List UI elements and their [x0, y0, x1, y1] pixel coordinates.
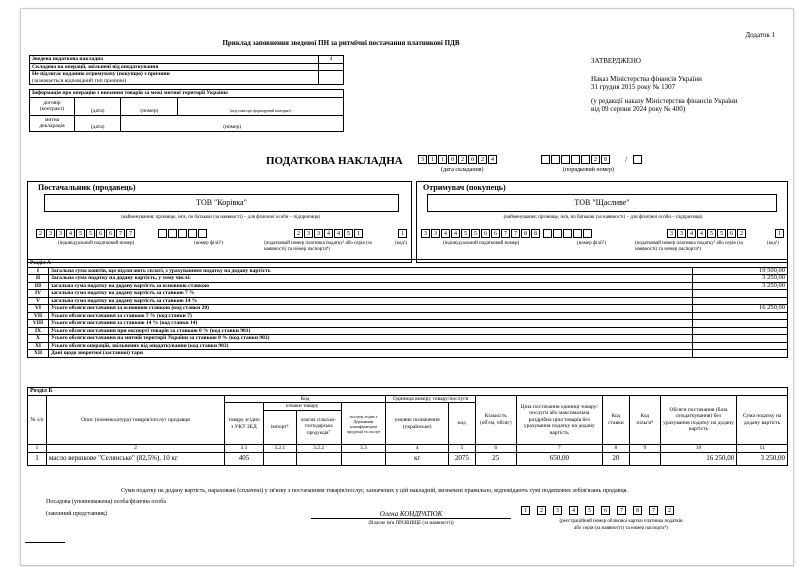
goods-price: 650,00 [516, 452, 602, 465]
contract-number-caption: (номер) [121, 97, 178, 115]
document-page [20, 8, 794, 566]
buyer-ipn-digit: 3 [431, 229, 440, 238]
goods-unit-name: кг [386, 452, 449, 465]
buyer-branch-cells [543, 229, 593, 238]
hdr-rate: Код ставки [602, 395, 629, 445]
seller-ipn-digit: 6 [106, 229, 115, 238]
hdr-code-ukt: товару згідно з УКТ ЗЕД [225, 403, 264, 445]
not-provided-value [319, 71, 344, 85]
reg-digit-cell: 6 [601, 506, 610, 515]
main-title: Приклад заповнення зведеної ПН за ритмічні постачання платникові ПДВ [222, 39, 460, 47]
reg-digit-cell: 1 [521, 506, 530, 515]
section-a-row-label: Дані щодо зворотної (заставної) тари [49, 350, 693, 358]
seller-ipn-digit: 6 [96, 229, 105, 238]
section-a-row-num: IX [28, 327, 49, 335]
seller-tax-digit: 1 [354, 229, 363, 238]
seller-branch-cells [158, 229, 208, 238]
consolidated-value: 4 [319, 56, 344, 64]
column-number: 8 [602, 445, 629, 453]
section-a-row-value [693, 342, 788, 350]
section-a-row [28, 275, 788, 283]
hdr-service: послуги згідно з Державним класифікатором продукції та послуг [341, 403, 386, 445]
buyer-tax-cells [667, 229, 747, 238]
section-a-row [28, 312, 788, 320]
contract-date-caption: (дата) [75, 97, 121, 115]
hdr-price: Ціна постачання одиниці товару/послуги або максимальна роздрібна ціна товарів без урахування податку на додану вартість [516, 395, 602, 445]
section-a-row-value [693, 320, 788, 328]
number-digit-cell [571, 155, 580, 164]
customs-title: Інформація про операцію з ввезення товарів за межі митної території України: [30, 90, 344, 98]
section-b [27, 387, 788, 466]
approval-approved: ЗАТВЕРДЖЕНО [591, 57, 641, 65]
section-a-row-value [693, 335, 788, 343]
section-a-row-num: V [28, 297, 49, 305]
goods-name: масло вершкове "Селянське" (82,5%), 10 кг [46, 452, 224, 465]
section-a-row-value [693, 350, 788, 358]
buyer-ipn-digit: 6 [481, 229, 490, 238]
hdr-unit: Одиниця виміру товару/послуги [386, 395, 476, 403]
buyer-tax-digit: 5 [707, 229, 716, 238]
section-a-row-value: 16 250,00 [693, 305, 788, 313]
section-a-row-num: XII [28, 350, 49, 358]
buyer-branch-caption: (номер філії²) [577, 241, 606, 246]
footer-signer: Олена КОНДРАТЮК [311, 510, 511, 519]
section-b-title: Розділ Б [28, 388, 788, 396]
buyer-tax-digit: 2 [737, 229, 746, 238]
seller-code-caption: (код³) [395, 241, 407, 246]
section-a-row-label: Усього обсяги операцій, звільнених від оподаткування (код ставки 903) [49, 342, 693, 350]
section-a-row [28, 350, 788, 358]
reg-digit-cell: 3 [553, 506, 562, 515]
hdr-benefit: Код пільги⁸ [629, 395, 660, 445]
seller-tax-digit: 3 [314, 229, 323, 238]
seller-name: ТОВ "Корівка" [44, 194, 399, 212]
approval-date: 31 грудня 2015 року № 1307 [591, 83, 676, 91]
section-a-row-value: 19 500,00 [693, 267, 788, 275]
reg-digit-cell: 8 [633, 506, 642, 515]
invoice-number-caption: (порядковий номер) [563, 167, 614, 173]
seller-ipn-digit: 2 [36, 229, 45, 238]
section-a-row-num: X [28, 335, 49, 343]
buyer-tax-digit: 4 [687, 229, 696, 238]
approval-edition2: від 09 серпня 2024 року № 400) [591, 105, 686, 113]
section-a-row-value [693, 327, 788, 335]
buyer-ipn-cells [421, 229, 541, 238]
footer-reg-caption2: або серія (за наявності) та номер паспорта⁴) [574, 526, 668, 531]
goods-import [263, 452, 296, 465]
buyer-ipn-digit: 5 [461, 229, 470, 238]
seller-code: 1 [398, 229, 407, 238]
section-a-row-value [693, 290, 788, 298]
date-digit-cell: 4 [488, 155, 497, 164]
seller-tax-cells [294, 229, 364, 238]
seller-ipn-digit: 5 [76, 229, 85, 238]
customs-decl-label: митна декларація [30, 115, 75, 131]
seller-ipn-digit: 3 [56, 229, 65, 238]
number-digit-cell [551, 155, 560, 164]
column-number: 3.2.2 [296, 445, 341, 453]
goods-vat: 3 250,00 [737, 452, 788, 465]
annex-label: Додаток 1 [745, 31, 775, 39]
buyer-block [416, 181, 788, 263]
section-a-row [28, 327, 788, 335]
goods-qty: 25 [475, 452, 516, 465]
section-a-row-num: XI [28, 342, 49, 350]
section-a-row [28, 282, 788, 290]
invoice-number-cells [541, 155, 611, 164]
number-digit-cell: 2 [591, 155, 600, 164]
section-a-title: Розділ А [28, 260, 788, 268]
customs-date-caption: (дата) [75, 115, 121, 131]
seller-ipn-digit: 7 [126, 229, 135, 238]
buyer-tax-digit: 4 [697, 229, 706, 238]
section-a-row-num: III [28, 282, 49, 290]
section-a-row-num: IV [28, 290, 49, 298]
hdr-name: Опис (номенклатура) товарів/послуг продавця [46, 395, 224, 445]
goods-unit-code: 2075 [448, 452, 475, 465]
section-a-row-value [693, 312, 788, 320]
seller-name-caption: (найменування; прізвище, ім'я, по батькові (за наявності) – для фізичної особи – підприємця) [121, 215, 320, 220]
buyer-ipn-digit: 3 [421, 229, 430, 238]
date-digit-cell: 2 [458, 155, 467, 164]
column-number: 3.1 [225, 445, 264, 453]
buyer-ipn-digit: 7 [511, 229, 520, 238]
invoice-date-caption: (дата складання) [441, 167, 484, 173]
goods-no: 1 [28, 452, 47, 465]
column-number: 2 [46, 445, 224, 453]
seller-branch-caption: (номер філії²) [194, 241, 223, 246]
buyer-ipn-digit: 8 [521, 229, 530, 238]
section-a-row-label: Усього обсяги постачання при експорті товарів за ставкою 0 % (код ставки 901) [49, 327, 693, 335]
section-a-row-num: II [28, 275, 49, 283]
reg-digit-cell: 7 [649, 506, 658, 515]
contract-label: договір (контракт) [30, 97, 75, 115]
column-number: 4 [386, 445, 449, 453]
section-a-row-label: Усього обсяги постачання за ставкою 14 % (код ставки 14) [49, 320, 693, 328]
buyer-name: ТОВ "Щасливе" [427, 194, 777, 212]
exempt-value [319, 63, 344, 71]
seller-tax-digit: 4 [334, 229, 343, 238]
hdr-volume: Обсяги постачання (база оподаткування) без урахування податку на додану вартість [660, 395, 737, 445]
section-a-row-num: VII [28, 312, 49, 320]
section-a-row [28, 320, 788, 328]
section-a-row-label: Усього обсяги постачання на митній території України за ставкою 0 % (код ставки 902) [49, 335, 693, 343]
goods-row [28, 452, 788, 465]
buyer-tax-digit: 3 [667, 229, 676, 238]
buyer-tax-digit: 5 [717, 229, 726, 238]
section-a-row [28, 297, 788, 305]
buyer-name-caption: (найменування; прізвище, ім'я, по батькові (за наявності) – для фізичної особи – підприємця) [503, 215, 703, 220]
section-a-row [28, 267, 788, 275]
approval-block [591, 57, 781, 113]
invoice-date-cells [418, 155, 498, 164]
approval-order: Наказ Міністерства фінансів України [591, 75, 702, 83]
seller-tax-caption: (податковий номер платника податку³ або серія (за наявності) та номер паспорта⁴) [264, 241, 372, 252]
column-number: 7 [516, 445, 602, 453]
section-a-row [28, 290, 788, 298]
not-provided-sub: (зазначається відповідний тип причини) [32, 77, 127, 84]
buyer-tax-digit: 3 [677, 229, 686, 238]
not-provided-cell [30, 71, 319, 85]
date-digit-cell: 1 [428, 155, 437, 164]
column-number: 11 [737, 445, 788, 453]
buyer-ipn-digit: 8 [531, 229, 540, 238]
column-number: 1 [28, 445, 47, 453]
footnote-line [25, 542, 65, 543]
buyer-title: Отримувач (покупець) [423, 183, 506, 192]
buyer-code: 1 [775, 229, 784, 238]
section-a-row-label: загальна сума податку на додану вартість за ставкою 14 % [49, 297, 693, 305]
buyer-ipn-digit: 5 [471, 229, 480, 238]
seller-ipn-caption: (індивідуальний податковий номер) [58, 241, 135, 246]
section-a-row-value: 3 250,00 [693, 282, 788, 290]
reg-digit-cell: 2 [537, 506, 546, 515]
date-digit-cell: 2 [478, 155, 487, 164]
section-a-row [28, 342, 788, 350]
seller-ipn-digit: 5 [86, 229, 95, 238]
invoice-slash: / [625, 155, 628, 164]
column-number: 10 [660, 445, 737, 453]
hdr-qty: Кількість (об'єм, обсяг) [475, 395, 516, 445]
hdr-unit-code: код [448, 403, 475, 445]
buyer-ipn-digit: 4 [441, 229, 450, 238]
goods-benefit [629, 452, 660, 465]
column-number: 3.3 [341, 445, 386, 453]
date-digit-cell: 3 [418, 155, 427, 164]
buyer-ipn-digit: 7 [501, 229, 510, 238]
seller-title: Постачальник (продавець) [38, 183, 136, 192]
goods-service [341, 452, 386, 465]
invoice-branch-cell [633, 155, 642, 164]
seller-tax-digit: 5 [344, 229, 353, 238]
buyer-ipn-digit: 4 [451, 229, 460, 238]
goods-agri [296, 452, 341, 465]
date-digit-cell: 0 [468, 155, 477, 164]
footer-person-label: Посадова (уповноважена) особа/фізична особа [46, 499, 166, 505]
reg-digit-cell: 7 [617, 506, 626, 515]
section-a-row-num: VI [28, 305, 49, 313]
number-digit-cell [541, 155, 550, 164]
hdr-agri: власна сільсько-господарська продукція⁷ [296, 411, 341, 445]
hdr-unit-name: умовне позначення (українське) [386, 403, 449, 445]
column-number: 3.2.1 [263, 445, 296, 453]
footer-note: Суми податку на додану вартість, нараховані (сплачені) у зв'язку з постачанням товарів/послуг, зазначених у цій накладній, визначені правильно, відповідають сумі податкових зобов'язань продавця. [121, 488, 628, 494]
buyer-ipn-caption: (індивідуальний податковий номер) [443, 241, 520, 246]
column-number: 5 [448, 445, 475, 453]
seller-ipn-digit: 3 [46, 229, 55, 238]
buyer-ipn-digit: 6 [491, 229, 500, 238]
section-a-row [28, 335, 788, 343]
seller-ipn-digit: 7 [116, 229, 125, 238]
buyer-tax-caption: (податковий номер платника податку³ або серія (за наявності) та номер паспорта⁴) [635, 241, 743, 252]
goods-volume: 16 250,00 [660, 452, 737, 465]
seller-tax-digit: 2 [294, 229, 303, 238]
seller-tax-digit: 3 [304, 229, 313, 238]
footer-reg-cells [521, 506, 675, 515]
section-a-row-label: Усього обсяги постачання за ставкою 7 % (код ставки 7) [49, 312, 693, 320]
section-a-row-num: VIII [28, 320, 49, 328]
seller-block [27, 181, 412, 263]
footer-reg-caption1: (реєстраційний номер облікової картки платника податків [559, 519, 683, 524]
customs-number-caption: (номер) [121, 115, 344, 131]
number-digit-cell [561, 155, 570, 164]
section-a-row-label: Усього обсяги постачання за основною ставкою (код ставки 20) [49, 305, 693, 313]
date-digit-cell: 1 [438, 155, 447, 164]
date-digit-cell: 0 [448, 155, 457, 164]
reg-digit-cell: 2 [665, 506, 674, 515]
section-a [27, 259, 788, 358]
approval-edition1: (у редакції наказу Міністерства фінансів України [591, 97, 738, 105]
buyer-code-caption: (код³) [767, 241, 779, 246]
invoice-title: ПОДАТКОВА НАКЛАДНА [266, 155, 403, 167]
seller-ipn-cells [36, 229, 136, 238]
number-digit-cell [581, 155, 590, 164]
consolidated-label: Зведена податкова накладна [30, 56, 319, 64]
section-a-row-label: загальна сума податку на додану вартість за основною ставкою [49, 282, 693, 290]
hdr-import: імпорт⁶ [263, 411, 296, 445]
header-info-box [29, 55, 344, 132]
column-numbers-row [28, 445, 788, 453]
section-a-row-label: загальна сума податку на додану вартість за ставкою 7 % [49, 290, 693, 298]
hdr-goods-sign: ознаки товару [263, 403, 341, 411]
hdr-vat: Сума податку на додану вартість [737, 395, 788, 445]
section-a-row [28, 305, 788, 313]
section-a-row-num: I [28, 267, 49, 275]
goods-code: 405 [225, 452, 264, 465]
seller-tax-digit: 4 [324, 229, 333, 238]
hdr-code: Код [225, 395, 386, 403]
seller-ipn-digit: 4 [66, 229, 75, 238]
section-a-row-label: Загальна сума коштів, що підлягають сплаті, з урахуванням податку на додану вартість [49, 267, 693, 275]
hdr-no: № з/п [28, 395, 47, 445]
section-a-row-label: Загальна сума податку на додану вартість, у тому числі: [49, 275, 693, 283]
footer-signer-caption: (Власне ім'я ПРІЗВИЩЕ (за наявності)) [368, 521, 454, 526]
column-number: 6 [475, 445, 516, 453]
exempt-label: Складена на операції, звільнені від оподаткування [30, 63, 319, 71]
number-digit-cell: 8 [601, 155, 610, 164]
goods-rate: 20 [602, 452, 629, 465]
buyer-tax-digit: 6 [727, 229, 736, 238]
column-number: 9 [629, 445, 660, 453]
section-a-row-value: 3 250,00 [693, 275, 788, 283]
reg-digit-cell: 4 [569, 506, 578, 515]
reg-digit-cell: 5 [585, 506, 594, 515]
footer-rep-label: (законний представник) [46, 511, 108, 517]
not-provided-label: Не підлягає наданню отримувачу (покупцю) з причини [32, 71, 170, 77]
contract-form-caption: (підстава про форвардний контракт) [178, 97, 344, 115]
